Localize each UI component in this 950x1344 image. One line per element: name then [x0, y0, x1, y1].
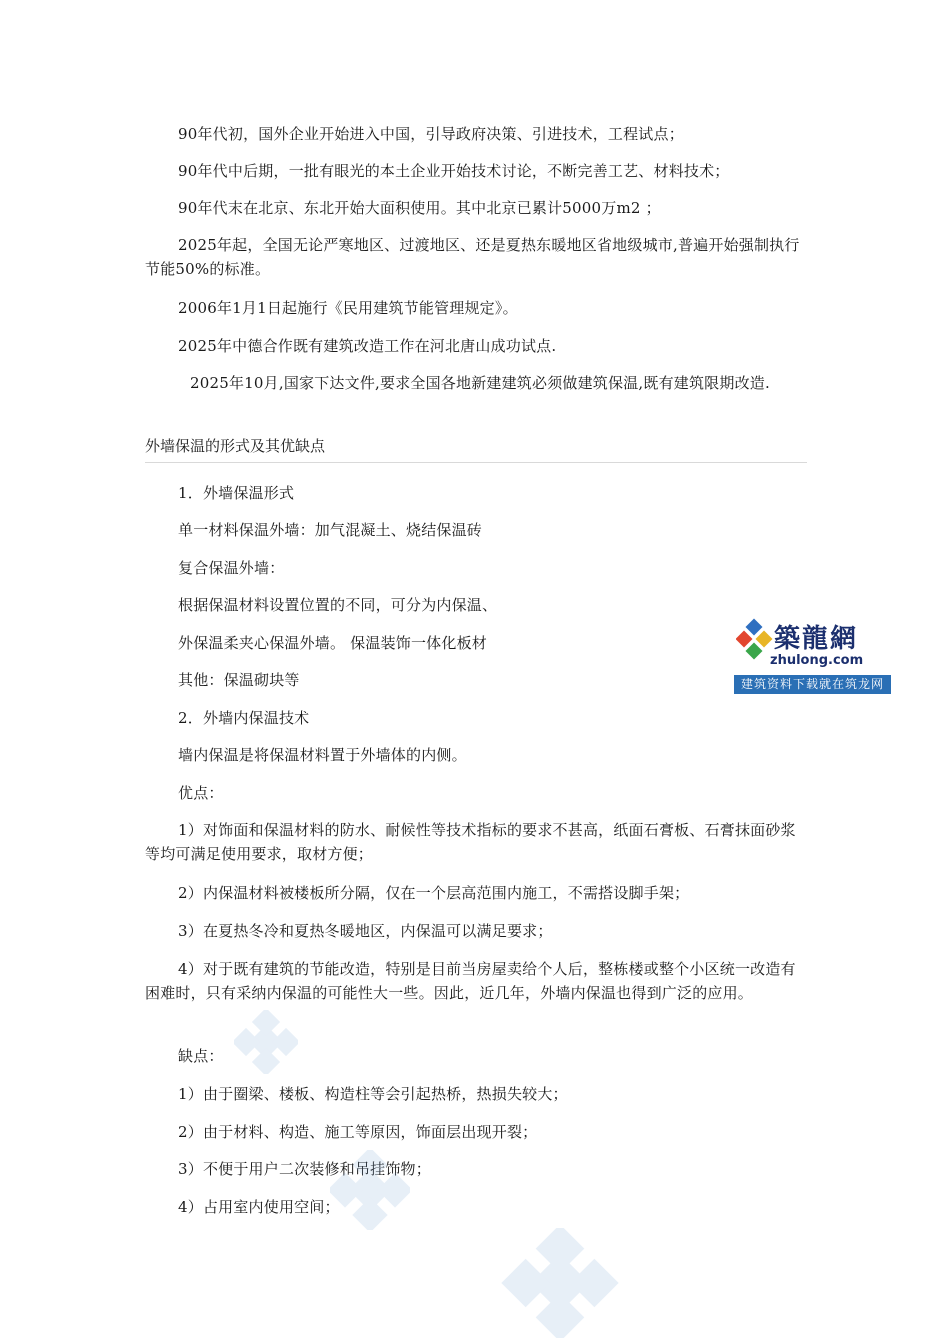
section-heading: 外墙保温的形式及其优缺点	[145, 434, 807, 463]
paragraph: 2）由于材料、构造、施工等原因，饰面层出现开裂；	[178, 1123, 538, 1141]
logo-name: 築龍網	[774, 624, 859, 654]
logo-slogan: 建筑资料下载就在筑龙网	[734, 675, 891, 694]
zhulong-logo	[734, 616, 891, 694]
paragraph: 3）不便于用户二次装修和吊挂饰物；	[178, 1160, 431, 1178]
paragraph: 优点：	[178, 784, 224, 802]
paragraph: 2025年起，全国无论严寒地区、过渡地区、还是夏热东暖地区省地级城市,普遍开始强制执行节能50%的标准。	[145, 236, 800, 278]
logo-emblem-icon	[736, 617, 774, 673]
paragraph: 4）占用室内使用空间；	[178, 1198, 340, 1216]
paragraph: 外保温柔夹心保温外墙。 保温装饰一体化板材	[178, 634, 487, 652]
logo-top	[734, 616, 891, 674]
paragraph: 3）在夏热冬冷和夏热冬暖地区，内保温可以满足要求；	[178, 922, 553, 940]
snowflake-watermark-icon	[500, 1228, 620, 1338]
paragraph: 90年代中后期，一批有眼光的本土企业开始技术讨论，不断完善工艺、材料技术；	[178, 162, 730, 180]
paragraph: 2．外墙内保温技术	[178, 709, 310, 727]
paragraph: 2025年中德合作既有建筑改造工作在河北唐山成功试点.	[178, 337, 557, 355]
paragraph: 90年代末在北京、东北开始大面积使用。其中北京已累计5000万m2 ；	[178, 199, 661, 217]
paragraph: 4）对于既有建筑的节能改造，特别是目前当房屋卖给个人后，整栋楼或整个小区统一改造有困难时，只有采纳内保温的可能性大一些。因此，近几年，外墙内保温也得到广泛的应用。	[145, 960, 796, 1002]
paragraph: 其他：保温砌块等	[178, 671, 300, 689]
logo-domain: zhulong.com	[770, 653, 864, 668]
paragraph: 1）对饰面和保温材料的防水、耐候性等技术指标的要求不甚高，纸面石膏板、石膏抹面砂浆等均可满足使用要求，取材方便；	[145, 821, 796, 863]
paragraph: 2025年10月,国家下达文件,要求全国各地新建建筑必须做建筑保温,既有建筑限期改造.	[190, 374, 770, 392]
paragraph: 墙内保温是将保温材料置于外墙体的内侧。	[178, 746, 467, 764]
paragraph: 根据保温材料设置位置的不同，可分为内保温、	[178, 596, 498, 614]
paragraph: 单一材料保温外墙：加气混凝土、烧结保温砖	[178, 521, 483, 539]
paragraph: 缺点：	[178, 1047, 224, 1065]
paragraph: 2）内保温材料被楼板所分隔，仅在一个层高范围内施工，不需搭设脚手架；	[178, 884, 690, 902]
paragraph: 复合保温外墙：	[178, 559, 285, 577]
paragraph: 1）由于圈梁、楼板、构造柱等会引起热桥，热损失较大；	[178, 1085, 568, 1103]
paragraph: 1．外墙保温形式	[178, 484, 295, 502]
snowflake-watermark-icon	[330, 1150, 410, 1230]
paragraph: 90年代初，国外企业开始进入中国，引导政府决策、引进技术，工程试点；	[178, 125, 684, 143]
paragraph: 2006年1月1日起施行《民用建筑节能管理规定》。	[178, 299, 518, 317]
snowflake-watermark-icon	[234, 1010, 298, 1074]
